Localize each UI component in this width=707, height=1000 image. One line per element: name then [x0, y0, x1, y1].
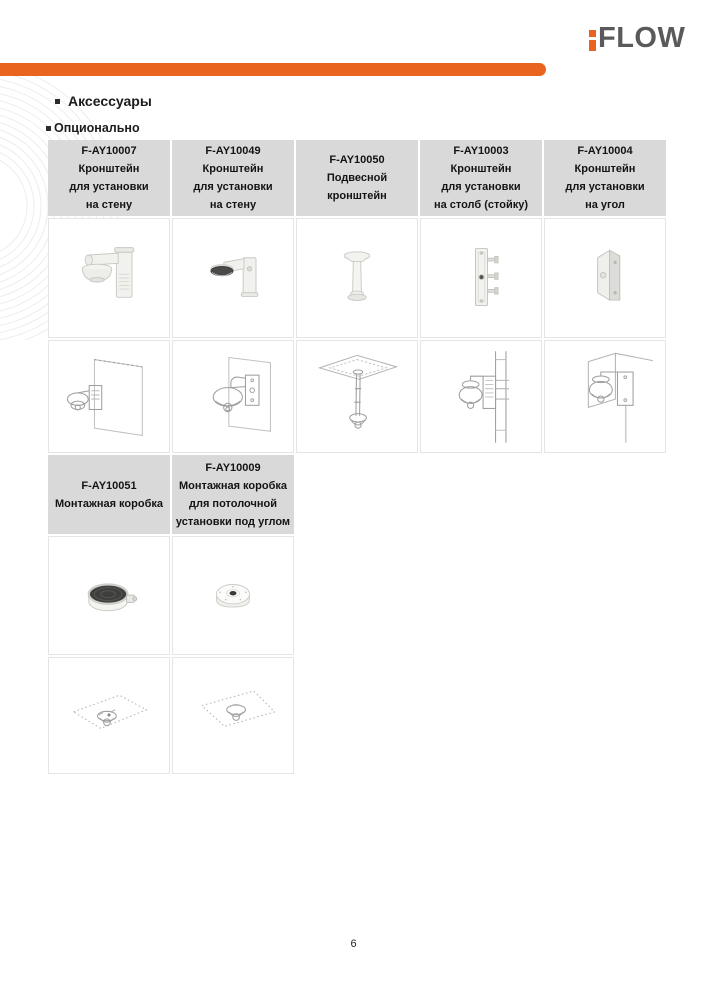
- wall-mount-installation-drawing: [57, 345, 161, 449]
- angled-junction-box-photo: [187, 550, 279, 642]
- model-name: Кронштейн для установки на угол: [565, 163, 645, 211]
- angled-ceiling-installation-drawing: [181, 664, 285, 768]
- wall-mount-bracket-photo: [63, 232, 155, 324]
- model-name: Подвесной кронштейн: [326, 172, 388, 202]
- subsection-title-text: Опционально: [54, 121, 140, 135]
- model-number: F-AY10007: [81, 145, 137, 157]
- flow-logo: [589, 24, 685, 53]
- product-photo-cell: [172, 536, 294, 655]
- accessories-group-2: [48, 455, 294, 774]
- wall-mount-bracket-2-photo: [187, 232, 279, 324]
- product-photo-cell: [544, 218, 666, 338]
- model-header-cell-fay10050: [296, 140, 418, 216]
- product-photo-cell: [296, 218, 418, 338]
- accessories-group-1: [48, 140, 666, 453]
- installation-cell: [48, 657, 170, 774]
- model-number: F-AY10049: [205, 145, 261, 157]
- product-photo-cell: [172, 218, 294, 338]
- model-name: Монтажная коробка: [54, 497, 163, 510]
- ceiling-box-installation-drawing: [57, 664, 161, 768]
- subsection-title-optional: [46, 121, 140, 135]
- model-header-cell-fay10049: [172, 140, 294, 216]
- model-number: F-AY10009: [205, 461, 261, 474]
- pole-installation-drawing: [429, 345, 533, 449]
- model-number: F-AY10050: [329, 154, 385, 166]
- product-photo-cell: [48, 218, 170, 338]
- model-name: Монтажная коробка для потолочной установки под углом: [175, 479, 291, 528]
- ceiling-pendant-installation-drawing: [305, 345, 409, 449]
- model-name: Кронштейн для установки на стену: [69, 163, 149, 211]
- wall-mount-installation-2-drawing: [181, 345, 285, 449]
- model-header-cell-fay10007: [48, 140, 170, 216]
- pendant-bracket-photo: [311, 232, 403, 324]
- product-photo-cell: [420, 218, 542, 338]
- model-name: Кронштейн для установки на стену: [193, 163, 273, 211]
- model-header-cell-fay10051: [48, 455, 170, 534]
- model-header-cell-fay10004: [544, 140, 666, 216]
- installation-cell: [296, 340, 418, 453]
- product-photo-cell: [48, 536, 170, 655]
- model-number: F-AY10003: [453, 145, 509, 157]
- pole-mount-bracket-photo: [435, 232, 527, 324]
- corner-mount-bracket-photo: [559, 232, 651, 324]
- junction-box-photo: [63, 550, 155, 642]
- installation-cell: [172, 657, 294, 774]
- orange-banner-bar: [0, 63, 546, 76]
- bullet-square-icon: [46, 126, 51, 131]
- model-header-cell-fay10003: [420, 140, 542, 216]
- logo-text: FLOW: [598, 22, 686, 54]
- accessories-table: [48, 140, 666, 774]
- logo-i-accent-icon: [589, 30, 596, 51]
- corner-installation-drawing: [553, 345, 657, 449]
- model-header-cell-fay10009: [172, 455, 294, 534]
- installation-cell: [172, 340, 294, 453]
- model-number: F-AY10004: [577, 145, 633, 157]
- model-number: F-AY10051: [81, 479, 137, 492]
- installation-cell: [48, 340, 170, 453]
- model-name: Кронштейн для установки на столб (стойку): [433, 163, 529, 211]
- installation-cell: [544, 340, 666, 453]
- installation-cell: [420, 340, 542, 453]
- page-number: 6: [350, 938, 357, 950]
- section-title-text: Аксессуары: [68, 93, 152, 109]
- bullet-square-icon: [55, 99, 60, 104]
- section-title-accessories: [55, 93, 152, 109]
